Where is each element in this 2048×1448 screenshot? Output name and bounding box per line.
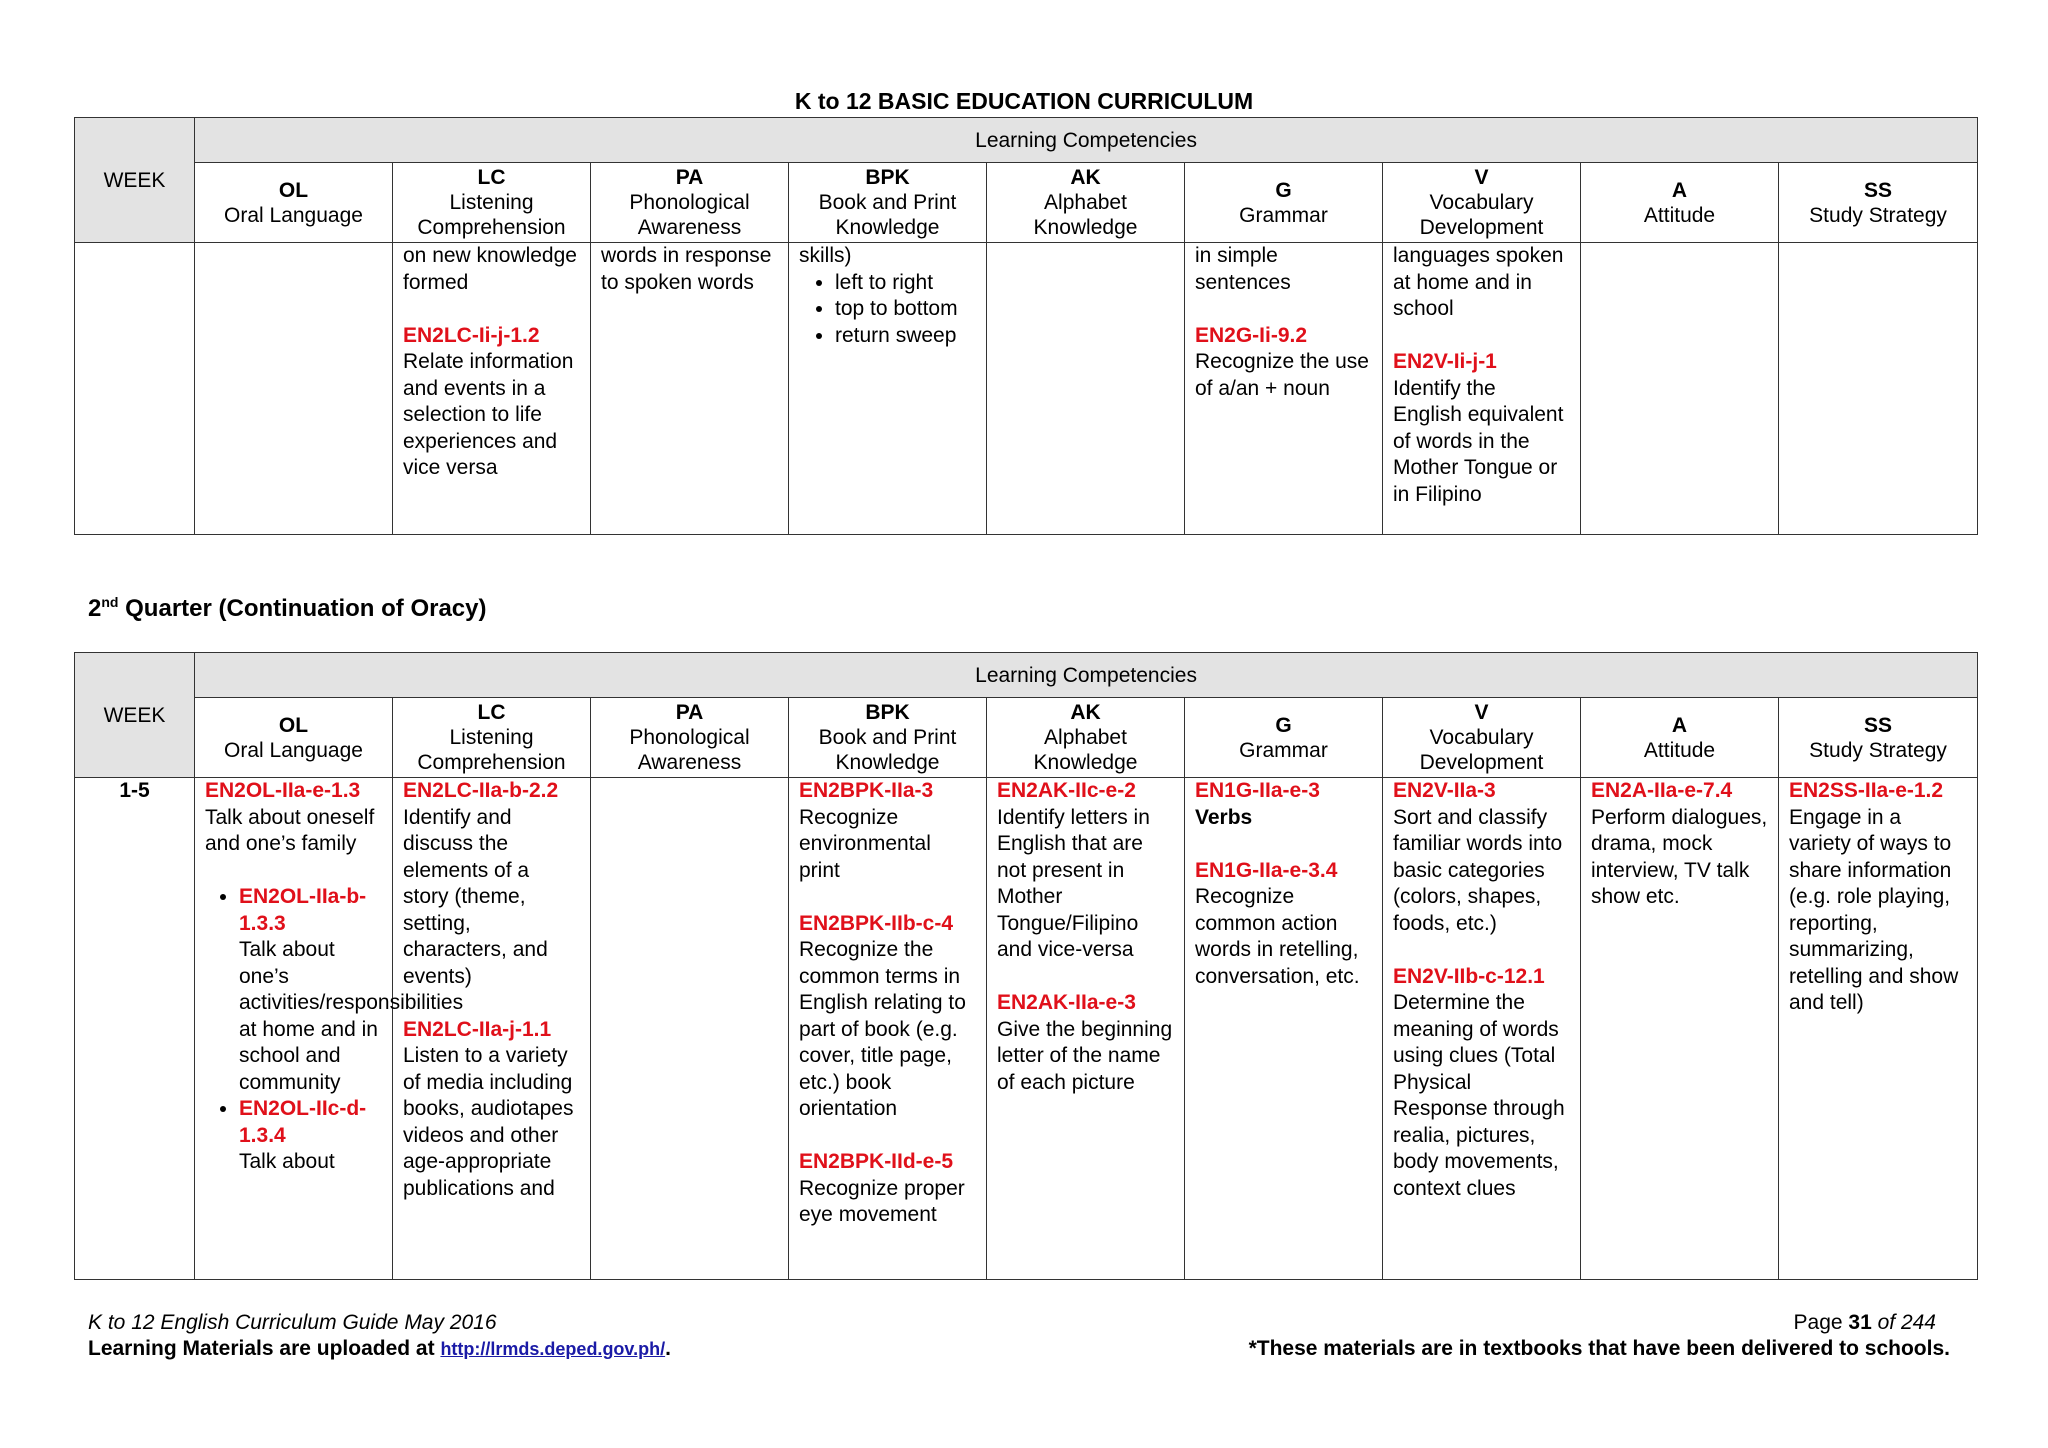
- lc-text-continued: on new knowledge formed: [403, 244, 577, 294]
- week-cell: [75, 243, 195, 535]
- g-cell: [1185, 243, 1383, 535]
- column-header-g: G Grammar: [1185, 698, 1383, 778]
- g-text-continued: in simple sentences: [1195, 244, 1291, 294]
- column-header-v: V Vocabulary Development: [1383, 163, 1581, 243]
- bpk-bullet-list: [799, 270, 976, 350]
- lc-competency-text: Identify and discuss the elements of a story (theme, setting, characters, and events): [403, 805, 548, 988]
- v-competency-code: EN2V-IIb-c-12.1: [1393, 964, 1545, 988]
- g-competency-text: Recognize the use of a/an + noun: [1195, 350, 1369, 400]
- v-competency-code: EN2V-Ii-j-1: [1393, 350, 1497, 373]
- page-number: Page 31 of 244: [1793, 1311, 1936, 1334]
- a-competency-text: Perform dialogues, drama, mock interview, TV talk show etc.: [1591, 805, 1768, 908]
- g-competency-code: EN1G-IIa-e-3: [1195, 779, 1320, 802]
- column-header-bpk: BPK Book and Print Knowledge: [789, 163, 987, 243]
- ol-cell: [195, 243, 393, 535]
- bpk-cell: [789, 778, 987, 1280]
- ol-competency-code: EN2OL-IIa-e-1.3: [205, 779, 361, 802]
- bpk-competency-text: Recognize proper eye movement: [799, 1176, 965, 1226]
- lc-cell: [393, 243, 591, 535]
- column-header-ak: AK Alphabet Knowledge: [987, 163, 1185, 243]
- ak-competency-code: EN2AK-IIc-e-2: [997, 779, 1136, 802]
- lrmds-link[interactable]: http://lrmds.deped.gov.ph/: [440, 1339, 666, 1359]
- g-competency-code: EN1G-IIa-e-3.4: [1195, 858, 1338, 882]
- g-competency-text: Recognize common action words in retelling, conversation, etc.: [1195, 885, 1360, 988]
- lc-competency-code: EN2LC-Ii-j-1.2: [403, 323, 540, 347]
- list-item: • EN2OL-IIa-b-1.3.3 Talk about one’s activities/responsibilities at home and in school and community: [239, 884, 382, 1096]
- ss-cell: [1779, 243, 1978, 535]
- lc-competency-code: EN2LC-IIa-b-2.2: [403, 779, 559, 802]
- lc-competency-text: Listen to a variety of media including books, audiotapes videos and other age-appropriate publications and: [403, 1044, 574, 1200]
- bpk-competency-code: EN2BPK-IIb-c-4: [799, 911, 954, 935]
- quarter-heading: 2nd Quarter (Continuation of Oracy): [88, 594, 487, 622]
- v-competency-text: Sort and classify familiar words into basic categories (colors, shapes, foods, etc.): [1393, 805, 1563, 935]
- ak-competency-text: Give the beginning letter of the name of each picture: [997, 1017, 1173, 1094]
- pa-cell: [591, 778, 789, 1280]
- column-header-ak: AK Alphabet Knowledge: [987, 698, 1185, 778]
- bpk-competency-code: EN2BPK-IIa-3: [799, 779, 934, 802]
- v-competency-code: EN2V-IIa-3: [1393, 779, 1496, 802]
- g-competency-label: Verbs: [1195, 805, 1253, 829]
- list-item: • top to bottom: [835, 296, 976, 323]
- column-header-v: V Vocabulary Development: [1383, 698, 1581, 778]
- ss-cell: [1779, 778, 1978, 1280]
- ol-bullet-list: [205, 884, 464, 1176]
- a-cell: [1581, 778, 1779, 1280]
- column-header-ss: SS Study Strategy: [1779, 698, 1978, 778]
- ol-cell: [195, 778, 464, 1280]
- materials-note: *These materials are in textbooks that have been delivered to schools.: [1248, 1337, 1950, 1360]
- learning-competencies-header: Learning Competencies: [195, 118, 1978, 163]
- column-header-ol: OL Oral Language: [195, 698, 393, 778]
- v-text-continued: languages spoken at home and in school: [1393, 244, 1564, 320]
- bpk-text-continued: skills): [799, 244, 852, 267]
- curriculum-table-2: [74, 652, 1978, 1280]
- lc-cell: [393, 778, 591, 1280]
- a-cell: [1581, 243, 1779, 535]
- column-header-g: G Grammar: [1185, 163, 1383, 243]
- column-header-pa: PA Phonological Awareness: [591, 698, 789, 778]
- column-header-a: A Attitude: [1581, 163, 1779, 243]
- document-title: K to 12 BASIC EDUCATION CURRICULUM: [794, 88, 1254, 114]
- v-competency-text: Identify the English equivalent of words in the Mother Tongue or in Filipino: [1393, 376, 1564, 506]
- ak-competency-code: EN2AK-IIa-e-3: [997, 991, 1136, 1014]
- lc-competency-text: Relate information and events in a selection to life experiences and vice versa: [403, 350, 574, 479]
- pa-text-continued: words in response to spoken words: [601, 244, 772, 294]
- ak-cell: [987, 778, 1185, 1280]
- bpk-cell: [789, 243, 987, 535]
- footer-left: [88, 1310, 671, 1362]
- column-header-ol: OL Oral Language: [195, 163, 393, 243]
- ss-competency-code: EN2SS-IIa-e-1.2: [1789, 779, 1944, 802]
- column-header-lc: LC Listening Comprehension: [393, 698, 591, 778]
- v-cell: [1383, 243, 1581, 535]
- curriculum-guide-label: K to 12 English Curriculum Guide May 2016: [88, 1311, 497, 1334]
- pa-cell: [591, 243, 789, 535]
- list-item: • return sweep: [835, 323, 976, 350]
- column-header-a: A Attitude: [1581, 698, 1779, 778]
- lc-competency-code: EN2LC-IIa-j-1.1: [403, 1017, 552, 1041]
- column-header-lc: LC Listening Comprehension: [393, 163, 591, 243]
- learning-competencies-header: Learning Competencies: [195, 653, 1978, 698]
- ol-competency-text: Talk about oneself and one’s family: [205, 805, 375, 855]
- g-competency-code: EN2G-Ii-9.2: [1195, 323, 1308, 347]
- week-cell: 1-5: [75, 778, 195, 1280]
- ak-cell: [987, 243, 1185, 535]
- curriculum-table-1: [74, 117, 1978, 535]
- a-competency-code: EN2A-IIa-e-7.4: [1591, 779, 1733, 802]
- footer-right: [1249, 1310, 1950, 1362]
- column-header-ss: SS Study Strategy: [1779, 163, 1978, 243]
- list-item: • left to right: [835, 270, 976, 297]
- list-item: • EN2OL-IIc-d-1.3.4 Talk about: [239, 1096, 382, 1176]
- g-cell: [1185, 778, 1383, 1280]
- ss-competency-text: Engage in a variety of ways to share information (e.g. role playing, reporting, summarizing, retelling and show and tell): [1789, 805, 1959, 1014]
- bpk-competency-code: EN2BPK-IId-e-5: [799, 1150, 954, 1173]
- v-competency-text: Determine the meaning of words using clues (Total Physical Response through realia, pictures, body movements, context clues: [1393, 991, 1565, 1200]
- v-cell: [1383, 778, 1581, 1280]
- ak-competency-text: Identify letters in English that are not present in Mother Tongue/Filipino and vice-versa: [997, 805, 1150, 961]
- column-header-bpk: BPK Book and Print Knowledge: [789, 698, 987, 778]
- week-header: WEEK: [75, 118, 195, 243]
- week-header: WEEK: [75, 653, 195, 778]
- bpk-competency-text: Recognize environmental print: [799, 805, 931, 882]
- bpk-competency-text: Recognize the common terms in English relating to part of book (e.g. cover, title page, etc.) book orientation: [799, 938, 966, 1120]
- learning-materials-line: Learning Materials are uploaded at http://lrmds.deped.gov.ph/.: [88, 1337, 671, 1360]
- column-header-pa: PA Phonological Awareness: [591, 163, 789, 243]
